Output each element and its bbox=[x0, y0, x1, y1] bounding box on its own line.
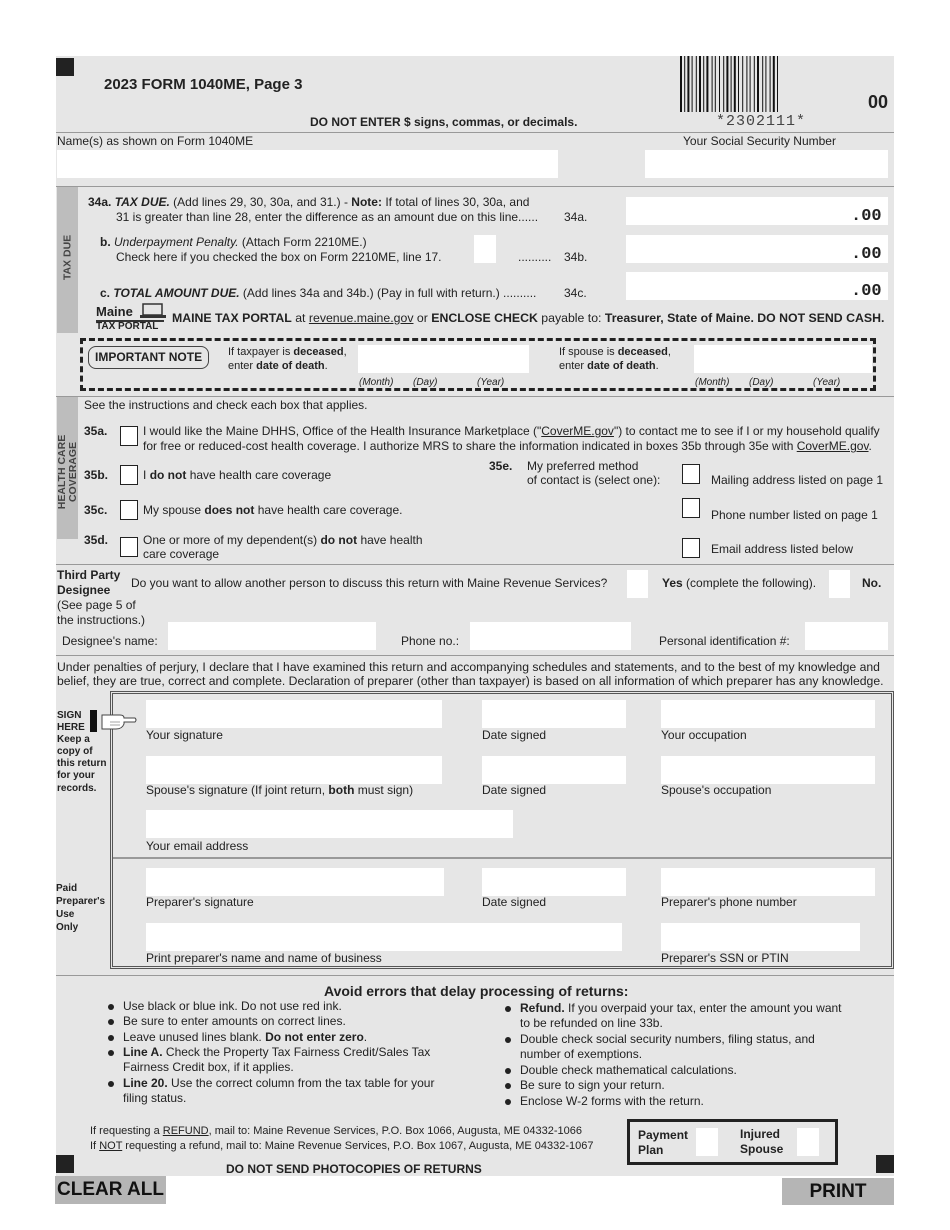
designee-pin-input[interactable] bbox=[805, 622, 888, 650]
taxpayer-deceased-text: If taxpayer is deceased, bbox=[228, 346, 347, 358]
clear-all-button[interactable]: CLEAR ALL bbox=[55, 1176, 166, 1204]
bullet bbox=[505, 1099, 511, 1105]
non-refund-mailing-address: If NOT requesting a refund, mail to: Maine Revenue Services, P.O. Box 1067, Augusta, ME 04332-1067 bbox=[90, 1140, 594, 1152]
line-35b-text: I do not have health care coverage bbox=[143, 468, 332, 482]
third-party-yes: Yes (complete the following). bbox=[662, 576, 817, 590]
ssn-label: Your Social Security Number bbox=[683, 134, 836, 148]
injured-spouse-label-2: Spouse bbox=[740, 1142, 784, 1156]
line-35d-num: 35d. bbox=[84, 533, 109, 547]
barcode-bar bbox=[715, 56, 716, 112]
maine-portal-logo-bottom: TAX PORTAL bbox=[96, 321, 159, 332]
bullet bbox=[108, 1081, 114, 1087]
preparer-name-input[interactable] bbox=[146, 923, 622, 951]
barcode-bar bbox=[706, 56, 708, 112]
avoid-item: Be sure to enter amounts on correct lines. bbox=[123, 1014, 346, 1028]
line-34a-text-cont: 31 is greater than line 28, enter the difference as an amount due on this line...... bbox=[116, 210, 539, 224]
preparer-ssn-input[interactable] bbox=[661, 923, 860, 951]
no-photocopies-notice: DO NOT SEND PHOTOCOPIES OF RETURNS bbox=[226, 1162, 482, 1176]
avoid-item: Double check social security numbers, filing status, and bbox=[520, 1032, 815, 1046]
barcode-suffix: 00 bbox=[868, 92, 889, 112]
line-35a-checkbox[interactable] bbox=[120, 426, 138, 446]
divider bbox=[56, 186, 894, 187]
paid-preparer-label-3: Use bbox=[56, 909, 75, 920]
line-34a-text: 34a. TAX DUE. (Add lines 29, 30, 30a, and 31.) - Note: If total of lines 30, 30a, and bbox=[88, 195, 530, 209]
line-35d-text-cont: care coverage bbox=[143, 547, 220, 561]
spouse-deceased-text: If spouse is deceased, bbox=[559, 346, 671, 358]
registration-mark bbox=[56, 58, 74, 76]
taxpayer-date-text: enter date of death. bbox=[228, 360, 328, 372]
ssn-input[interactable] bbox=[645, 150, 888, 178]
your-date-input[interactable] bbox=[482, 700, 626, 728]
year-label: (Year) bbox=[477, 377, 505, 388]
keep-copy-text-3: this return bbox=[57, 758, 107, 769]
spouse-date-label: Date signed bbox=[482, 783, 547, 797]
perjury-statement: Under penalties of perjury, I declare that I have examined this return and accompanying schedules and statements, and to the best of my knowledge and bbox=[57, 660, 880, 674]
line-35c-checkbox[interactable] bbox=[120, 500, 138, 520]
spouse-occupation-input[interactable] bbox=[661, 756, 875, 784]
spouse-date-input[interactable] bbox=[482, 756, 626, 784]
month-label: (Month) bbox=[359, 377, 394, 388]
sign-here-label-2: HERE bbox=[57, 722, 85, 733]
line-35a-num: 35a. bbox=[84, 424, 108, 438]
barcode-bar bbox=[726, 56, 728, 112]
injured-spouse-checkbox[interactable] bbox=[797, 1128, 819, 1156]
divider bbox=[56, 975, 894, 976]
spouse-signature-label: Spouse's signature (If joint return, both must sign) bbox=[146, 783, 414, 797]
your-signature-input[interactable] bbox=[146, 700, 442, 728]
third-party-question: Do you want to allow another person to discuss this return with Maine Revenue Services? bbox=[131, 576, 608, 590]
spouse-date-of-death-input[interactable] bbox=[694, 345, 872, 373]
avoid-item: Line 20. Use the correct column from the tax table for your bbox=[123, 1076, 435, 1090]
laptop-icon bbox=[140, 303, 166, 319]
line-35c-num: 35c. bbox=[84, 503, 108, 517]
line-35e-num: 35e. bbox=[489, 459, 513, 473]
day-label: (Day) bbox=[413, 377, 438, 388]
spouse-occupation-label: Spouse's occupation bbox=[661, 783, 772, 797]
form-title: 2023 FORM 1040ME, Page 3 bbox=[104, 76, 303, 93]
barcode-bar bbox=[738, 56, 739, 112]
print-button[interactable]: PRINT bbox=[782, 1178, 894, 1205]
line-34a-input[interactable] bbox=[626, 197, 888, 225]
payment-plan-label: Payment bbox=[638, 1128, 689, 1142]
barcode-bar bbox=[692, 56, 693, 112]
keep-copy-text: Keep a bbox=[57, 734, 90, 745]
line-34c-text: c. TOTAL AMOUNT DUE. (Add lines 34a and 34b.) (Pay in full with return.) .......... bbox=[100, 286, 537, 300]
line-34b-text-cont: Check here if you checked the box on Form 2210ME, line 17. bbox=[116, 250, 442, 264]
line-34b-input[interactable] bbox=[626, 235, 888, 263]
contact-email-checkbox[interactable] bbox=[682, 538, 700, 558]
barcode-bar bbox=[757, 56, 759, 112]
bullet bbox=[108, 1035, 114, 1041]
payment-plan-checkbox[interactable] bbox=[696, 1128, 718, 1156]
avoid-item: Be sure to sign your return. bbox=[520, 1078, 665, 1092]
line-34b-dots: .......... bbox=[518, 250, 552, 264]
divider bbox=[113, 857, 891, 859]
email-label: Your email address bbox=[146, 839, 249, 853]
third-party-title-2: Designee bbox=[57, 583, 111, 597]
preparer-date-input[interactable] bbox=[482, 868, 626, 896]
portal-link[interactable]: revenue.maine.gov bbox=[308, 311, 414, 325]
preparer-signature-input[interactable] bbox=[146, 868, 444, 896]
preparer-phone-label: Preparer's phone number bbox=[661, 895, 797, 909]
preparer-name-label: Print preparer's name and name of business bbox=[146, 951, 382, 965]
do-not-enter-notice: DO NOT ENTER $ signs, commas, or decimals. bbox=[310, 115, 578, 129]
avoid-item-cont: to be refunded on line 33b. bbox=[520, 1016, 663, 1030]
line-35a-text-cont: for free or reduced-cost health coverage. I authorize MRS to share the information indicated in boxes 35b through 35e with CoverME.gov. bbox=[143, 439, 872, 453]
refund-mailing-address: If requesting a REFUND, mail to: Maine Revenue Services, P.O. Box 1066, Augusta, ME 04332-1066 bbox=[90, 1125, 583, 1137]
month-label: (Month) bbox=[695, 377, 730, 388]
barcode-bar bbox=[762, 56, 763, 112]
barcode-bar bbox=[731, 56, 732, 112]
spouse-date-text: enter date of death. bbox=[559, 360, 659, 372]
line-34c-ref: 34c. bbox=[564, 286, 587, 300]
line-35e-text: My preferred method bbox=[527, 459, 639, 473]
preparer-date-label: Date signed bbox=[482, 895, 547, 909]
paid-preparer-label: Paid bbox=[56, 883, 78, 894]
designee-pin-label: Personal identification #: bbox=[659, 634, 790, 648]
bullet bbox=[108, 1019, 114, 1025]
avoid-item: Refund. If you overpaid your tax, enter the amount you want bbox=[520, 1001, 842, 1015]
registration-mark bbox=[876, 1155, 894, 1173]
line-34b-ref: 34b. bbox=[564, 250, 588, 264]
third-party-yes-box[interactable] bbox=[627, 570, 648, 598]
preparer-signature-label: Preparer's signature bbox=[146, 895, 254, 909]
health-care-label: HEALTH CARE COVERAGE bbox=[56, 434, 79, 510]
barcode-bar bbox=[712, 56, 713, 112]
email-input[interactable] bbox=[146, 810, 513, 838]
barcode-bar bbox=[684, 56, 685, 112]
barcode bbox=[680, 56, 820, 112]
barcode-bar bbox=[750, 56, 751, 112]
designee-phone-input[interactable] bbox=[470, 622, 631, 650]
divider bbox=[56, 132, 894, 133]
line-34a-ref: 34a. bbox=[564, 210, 588, 224]
contact-phone-checkbox[interactable] bbox=[682, 498, 700, 518]
important-note-label: IMPORTANT NOTE bbox=[88, 346, 209, 369]
your-date-label: Date signed bbox=[482, 728, 547, 742]
line-34b-cents: .00 bbox=[851, 245, 882, 264]
contact-mail-label: Mailing address listed on page 1 bbox=[711, 473, 884, 487]
contact-mail-checkbox[interactable] bbox=[682, 464, 700, 484]
bullet bbox=[108, 1004, 114, 1010]
barcode-bar bbox=[687, 56, 689, 112]
third-party-title: Third Party bbox=[57, 568, 121, 582]
barcode-bar bbox=[680, 56, 682, 112]
barcode-bar bbox=[703, 56, 704, 112]
divider bbox=[56, 655, 894, 656]
divider bbox=[56, 564, 894, 565]
registration-mark bbox=[56, 1155, 74, 1173]
barcode-bar bbox=[699, 56, 701, 112]
paid-preparer-label-4: Only bbox=[56, 922, 79, 933]
line-34c-cents: .00 bbox=[851, 282, 882, 301]
barcode-bar bbox=[777, 56, 778, 112]
bullet bbox=[505, 1006, 511, 1012]
sign-here-label: SIGN bbox=[57, 710, 82, 721]
third-party-sub-2: the instructions.) bbox=[57, 613, 146, 627]
preparer-phone-input[interactable] bbox=[661, 868, 875, 896]
avoid-errors-title: Avoid errors that delay processing of returns: bbox=[324, 983, 629, 999]
line-34a-cents: .00 bbox=[851, 207, 882, 226]
health-instructions: See the instructions and check each box that applies. bbox=[84, 398, 368, 412]
barcode-bar bbox=[770, 56, 771, 112]
line-34c-input[interactable] bbox=[626, 272, 888, 300]
name-input[interactable] bbox=[57, 150, 558, 178]
avoid-item-cont: Fairness Credit box, if it applies. bbox=[123, 1060, 294, 1074]
day-label: (Day) bbox=[749, 377, 774, 388]
keep-copy-text-5: records. bbox=[57, 783, 97, 794]
third-party-no-box[interactable] bbox=[829, 570, 850, 598]
barcode-bar bbox=[746, 56, 747, 112]
your-occupation-label: Your occupation bbox=[661, 728, 747, 742]
line-35b-num: 35b. bbox=[84, 468, 109, 482]
barcode-bar bbox=[754, 56, 755, 112]
your-occupation-input[interactable] bbox=[661, 700, 875, 728]
year-label: (Year) bbox=[813, 377, 841, 388]
portal-instructions: MAINE TAX PORTAL at revenue.maine.gov or ENCLOSE CHECK payable to: Treasurer, State of Maine. DO NOT SEND CASH. bbox=[172, 311, 885, 325]
third-party-sub: (See page 5 of bbox=[57, 598, 136, 612]
name-label: Name(s) as shown on Form 1040ME bbox=[57, 134, 254, 148]
designee-name-input[interactable] bbox=[168, 622, 376, 650]
designee-phone-label: Phone no.: bbox=[401, 634, 460, 648]
tax-due-label: TAX DUE bbox=[61, 234, 74, 281]
bullet bbox=[505, 1037, 511, 1043]
bullet bbox=[505, 1068, 511, 1074]
taxpayer-date-of-death-input[interactable] bbox=[358, 345, 529, 373]
divider bbox=[56, 396, 894, 397]
line-35b-checkbox[interactable] bbox=[120, 465, 138, 485]
barcode-number: *2302111* bbox=[716, 113, 807, 130]
barcode-bar bbox=[696, 56, 697, 112]
line-35d-checkbox[interactable] bbox=[120, 537, 138, 557]
bullet bbox=[108, 1050, 114, 1056]
third-party-no: No. bbox=[862, 576, 882, 590]
avoid-item: Enclose W-2 forms with the return. bbox=[520, 1094, 704, 1108]
designee-name-label: Designee's name: bbox=[62, 634, 158, 648]
paid-preparer-label-2: Preparer's bbox=[56, 896, 106, 907]
line-34b-checkbox[interactable] bbox=[474, 235, 496, 263]
avoid-item: Use black or blue ink. Do not use red ink. bbox=[123, 999, 342, 1013]
line-35d-text: One or more of my dependent(s) do not have health bbox=[143, 533, 423, 547]
perjury-statement-cont: belief, they are true, correct and complete. Declaration of preparer (other than taxpayer) is based on all information of which preparer has any knowledge. bbox=[57, 674, 884, 688]
maine-portal-logo-top: Maine bbox=[96, 304, 133, 319]
payment-plan-label-2: Plan bbox=[638, 1143, 664, 1157]
injured-spouse-label: Injured bbox=[740, 1127, 781, 1141]
keep-copy-text-2: copy of bbox=[57, 746, 93, 757]
sign-here-bar bbox=[90, 710, 97, 732]
barcode-bar bbox=[723, 56, 724, 112]
preparer-ssn-label: Preparer's SSN or PTIN bbox=[661, 951, 789, 965]
keep-copy-text-4: for your bbox=[57, 770, 95, 781]
contact-phone-label: Phone number listed on page 1 bbox=[711, 508, 878, 522]
barcode-bar bbox=[734, 56, 736, 112]
your-signature-label: Your signature bbox=[146, 728, 223, 742]
barcode-bar bbox=[765, 56, 766, 112]
bullet bbox=[505, 1083, 511, 1089]
barcode-bar bbox=[719, 56, 720, 112]
avoid-item: Line A. Check the Property Tax Fairness Credit/Sales Tax bbox=[123, 1045, 431, 1059]
avoid-item: Double check mathematical calculations. bbox=[520, 1063, 737, 1077]
line-35c-text: My spouse does not have health care coverage. bbox=[143, 503, 403, 517]
line-34b-text: b. Underpayment Penalty. (Attach Form 2210ME.) bbox=[100, 235, 367, 249]
avoid-item-cont: filing status. bbox=[123, 1091, 187, 1105]
avoid-item: Leave unused lines blank. Do not enter zero. bbox=[123, 1030, 368, 1044]
line-35e-text-cont: of contact is (select one): bbox=[527, 473, 661, 487]
spouse-signature-input[interactable] bbox=[146, 756, 442, 784]
avoid-item-cont: number of exemptions. bbox=[520, 1047, 643, 1061]
pointing-hand-icon bbox=[100, 709, 138, 733]
line-35a-text: I would like the Maine DHHS, Office of the Health Insurance Marketplace ("CoverME.gov") to contact me to see if I or my household qualify bbox=[143, 424, 880, 438]
barcode-bar bbox=[742, 56, 743, 112]
barcode-bar bbox=[773, 56, 775, 112]
contact-email-label: Email address listed below bbox=[711, 542, 854, 556]
